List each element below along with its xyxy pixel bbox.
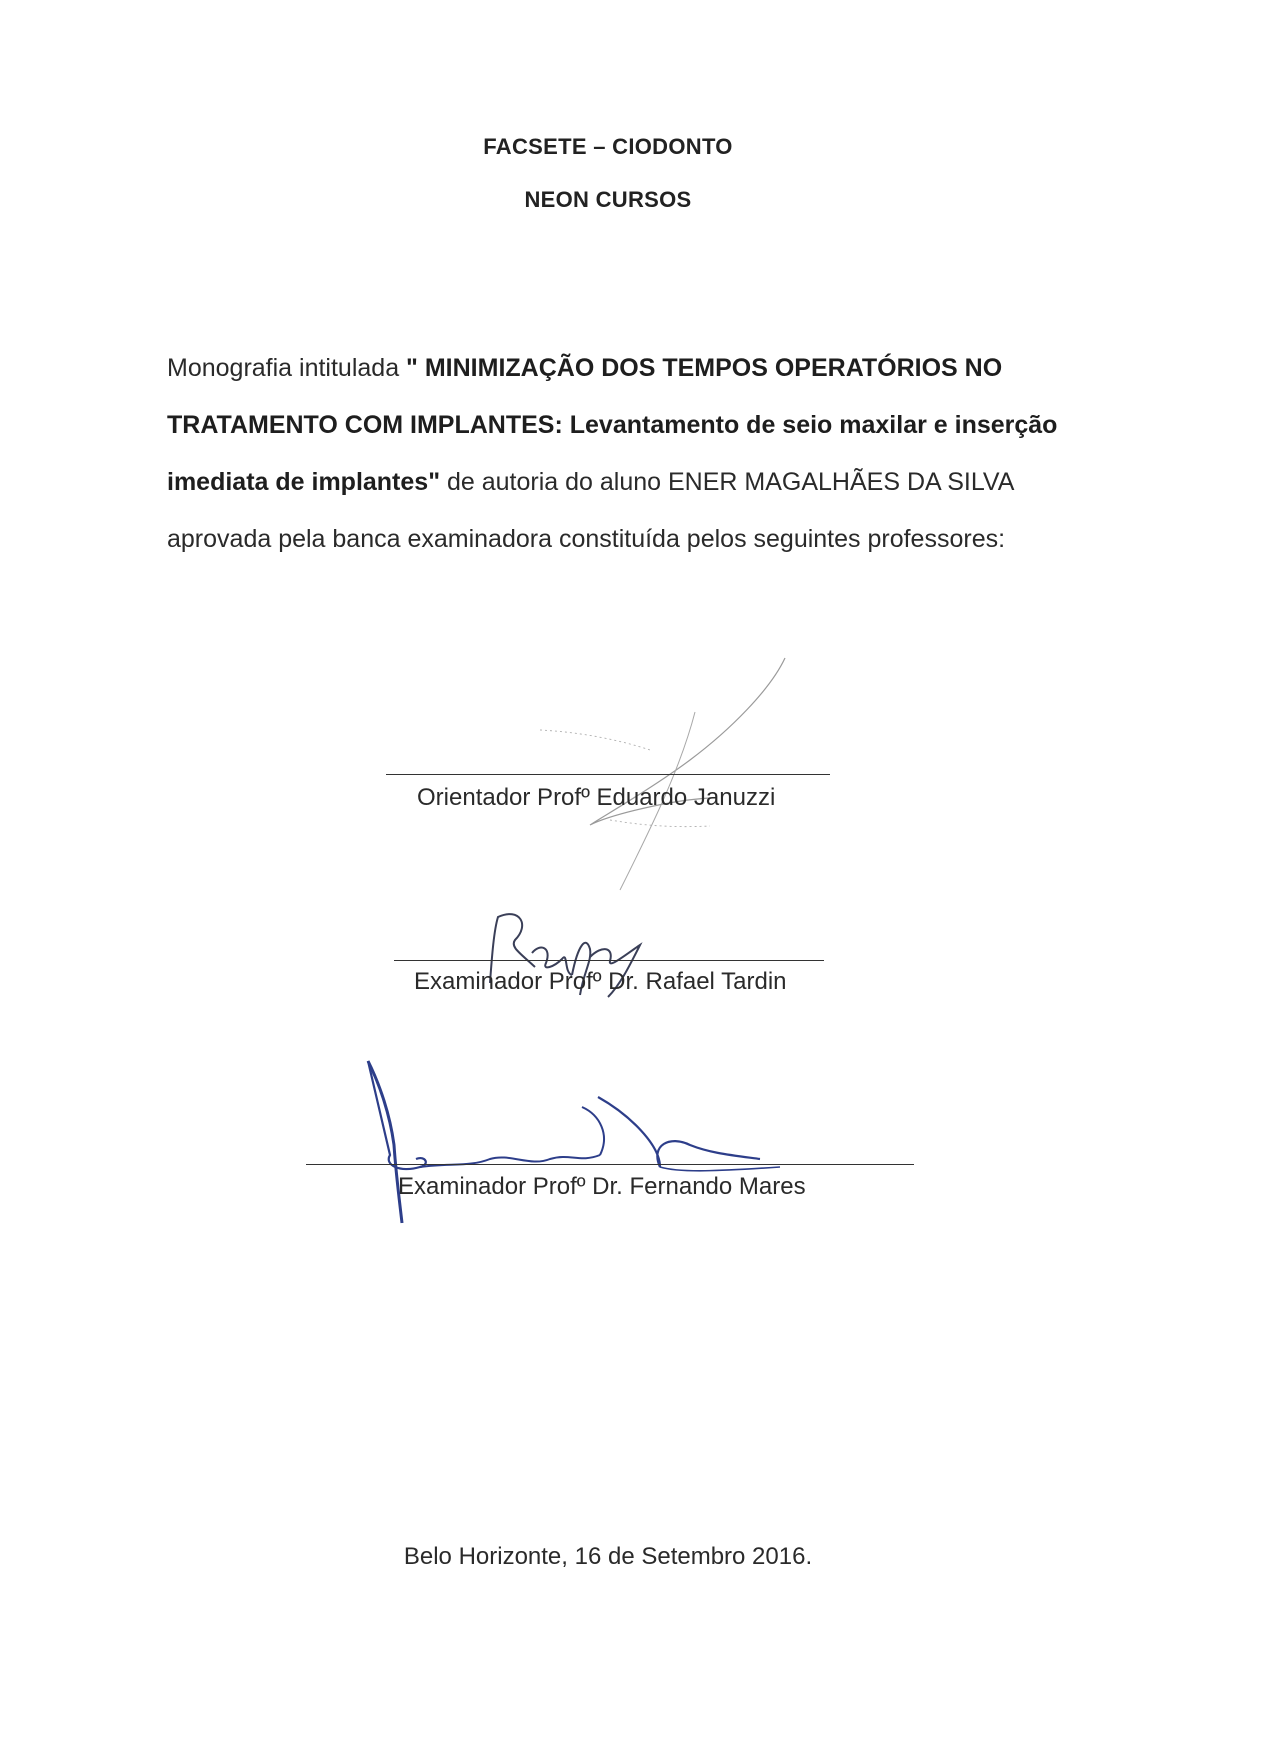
signature-line-1 — [386, 774, 830, 775]
course-name: NEON CURSOS — [524, 187, 692, 212]
institution-name: FACSETE – CIODONTO — [483, 134, 733, 159]
paragraph-rest: de autoria do aluno ENER MAGALHÃES DA SILVA aprovada pela banca examinadora constituída pelos seguintes professores: — [167, 468, 1014, 553]
signature-line-2 — [394, 960, 824, 961]
examiner-1-label: Examinador Profº Dr. Rafael Tardin — [414, 968, 787, 995]
paragraph-intro: Monografia intitulada — [167, 354, 407, 382]
examiner-2-label: Examinador Profº Dr. Fernando Mares — [398, 1173, 806, 1200]
approval-paragraph — [167, 340, 1087, 568]
place-and-date: Belo Horizonte, 16 de Setembro 2016. — [403, 1543, 813, 1570]
signature-line-3 — [306, 1164, 914, 1165]
monograph-title: " MINIMIZAÇÃO DOS TEMPOS OPERATÓRIOS NO TRATAMENTO COM IMPLANTES: Levantamento de seio maxilar e inserção imediata de implantes" — [167, 354, 1058, 496]
advisor-label: Orientador Profº Eduardo Januzzi — [417, 784, 776, 811]
